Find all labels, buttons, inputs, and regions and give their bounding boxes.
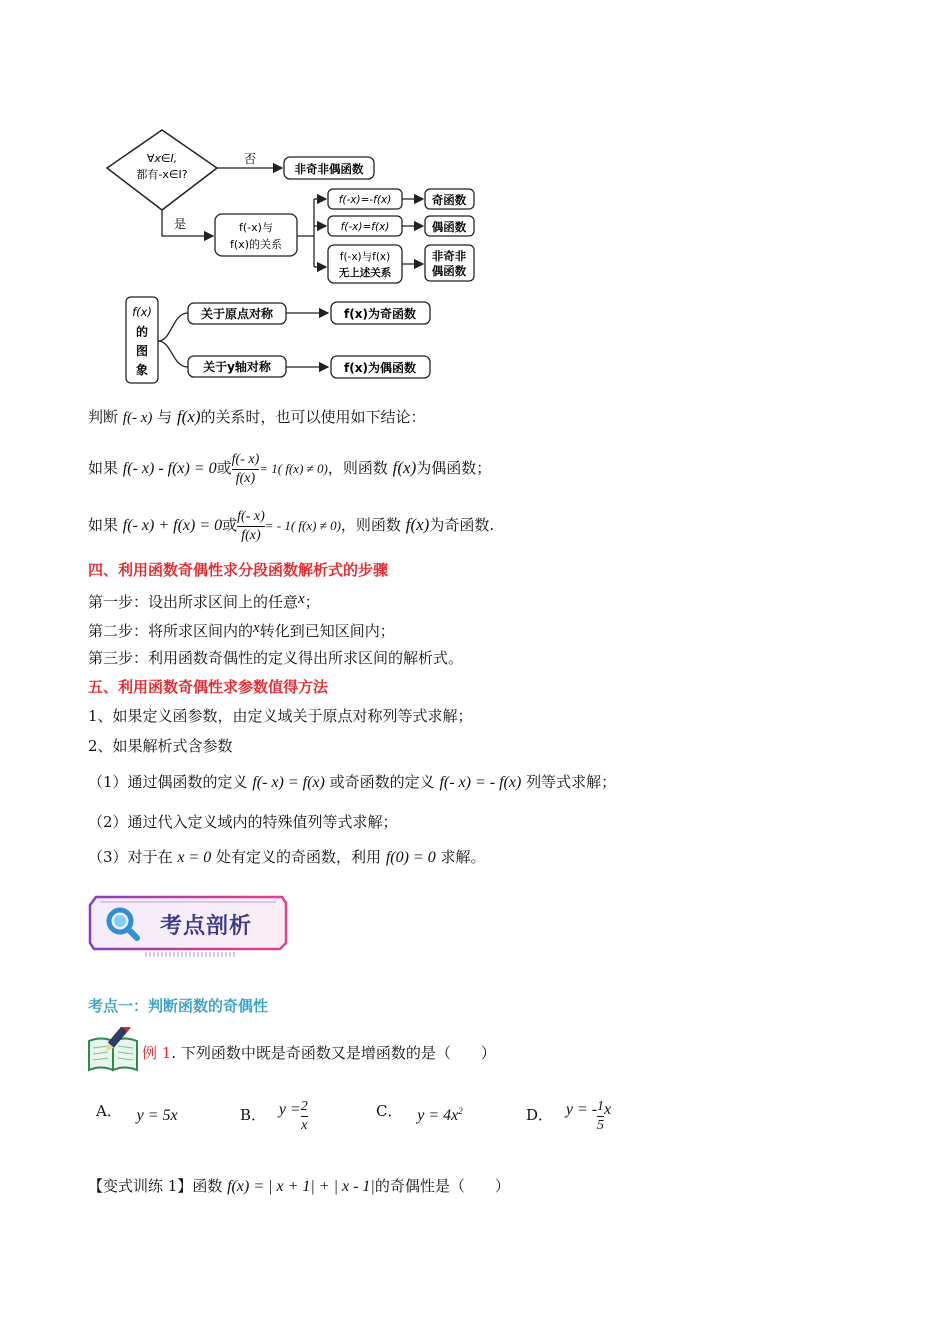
param-rule-2-2: （2）通过代入定义域内的特殊值列等式求解；	[88, 813, 398, 831]
option-c[interactable]: C． $y = 4x^2$	[376, 1102, 463, 1124]
kaodian-1-title: 考点一：判断函数的奇偶性	[88, 997, 269, 1015]
yes-label: 是	[173, 217, 187, 231]
section4-heading: 四、利用函数奇偶性求分段函数解析式的步骤	[88, 561, 389, 579]
section5-heading: 五、利用函数奇偶性求参数值得方法	[88, 678, 329, 696]
graph-root-1: f(x)	[132, 305, 152, 319]
decision-line2: 都有-x∈I?	[136, 168, 188, 181]
option-b[interactable]: B． y = $\frac{2}{x}$	[240, 1098, 308, 1133]
param-rule-2-3: （3）对于在 x = 0 处有定义的奇函数，利用 f(0) = 0 求解。	[88, 848, 486, 866]
variant-1: 【变式训练 1】函数 f(x) = | x + 1| + | x - 1|的奇偶性是（ ）	[88, 1177, 510, 1195]
not-odd-not-even-text: 非奇非偶函数	[294, 162, 364, 176]
judge-line: 判断 f(- x) 与 f(x)的关系时，也可以使用如下结论：	[88, 407, 426, 426]
param-rule-2: 2、如果解析式含参数	[88, 737, 233, 755]
odd-ratio-fraction: $\frac{f(- x)}{f(x)}$	[237, 508, 265, 543]
case-none-line2: 无上述关系	[338, 267, 392, 279]
case-odd-text: f(-x)=-f(x)	[338, 194, 392, 206]
option-d[interactable]: D． y = - $\frac{1}{5}$ x	[526, 1098, 612, 1133]
graph-root-3: 图	[135, 344, 149, 358]
graph-root-4: 象	[135, 363, 149, 377]
no-label: 否	[243, 152, 257, 166]
result-odd-text: 奇函数	[431, 193, 467, 207]
origin-symmetry-text: 关于原点对称	[200, 307, 274, 321]
example-1-label: 例 1	[142, 1044, 172, 1062]
param-rule-2-1: （1）通过偶函数的定义 f(- x) = f(x) 或奇函数的定义 f(- x) = - f(x) 列等式求解；	[88, 773, 617, 791]
result-even-text: 偶函数	[431, 220, 467, 234]
step2: 第二步：将所求区间内的x转化到已知区间内；	[88, 620, 395, 640]
case-even-text: f(-x)=f(x)	[340, 221, 390, 233]
even-condition-line: 如果 f(- x) - f(x) = 0或 $\frac{f(- x)}{f(x)}$ = 1( f(x) ≠ 0)，则函数 f(x)为偶函数；	[88, 451, 492, 486]
kaodian-banner	[86, 893, 290, 959]
result-none-line1: 非奇非	[431, 249, 467, 263]
book-pencil-icon	[86, 1027, 142, 1073]
param-rule-1: 1、如果定义函参数，由定义域关于原点对称列等式求解；	[88, 707, 473, 725]
even-ratio-fraction: $\frac{f(- x)}{f(x)}$	[231, 451, 260, 486]
option-a[interactable]: A． y = 5x	[96, 1102, 178, 1124]
decision-line1: ∀x∈I,	[146, 152, 178, 165]
step1: 第一步：设出所求区间上的任意x；	[88, 591, 320, 611]
case-none-line1: f(-x)与f(x)	[339, 251, 391, 263]
yaxis-symmetry-text: 关于y轴对称	[203, 360, 271, 374]
banner-title: 考点剖析	[160, 914, 253, 939]
relation-line2: f(x)的关系	[230, 238, 282, 251]
step3: 第三步：利用函数奇偶性的定义得出所求区间的解析式。	[88, 649, 464, 667]
odd-function-text: f(x)为奇函数	[344, 307, 416, 321]
magnifier-icon	[104, 905, 144, 943]
example-1-stem: 例 1. 下列函数中既是奇函数又是增函数的是（ ）	[142, 1044, 496, 1062]
parity-flowchart	[100, 125, 490, 285]
graph-root-2: 的	[135, 325, 149, 339]
graph-symmetry-flowchart	[120, 293, 470, 388]
result-none-line2: 偶函数	[431, 264, 467, 278]
odd-condition-line: 如果 f(- x) + f(x) = 0或 $\frac{f(- x)}{f(x)}$ = - 1( f(x) ≠ 0)，则函数 f(x)为奇函数.	[88, 508, 495, 543]
relation-line1: f(-x)与	[239, 221, 273, 234]
even-function-text: f(x)为偶函数	[344, 361, 416, 375]
